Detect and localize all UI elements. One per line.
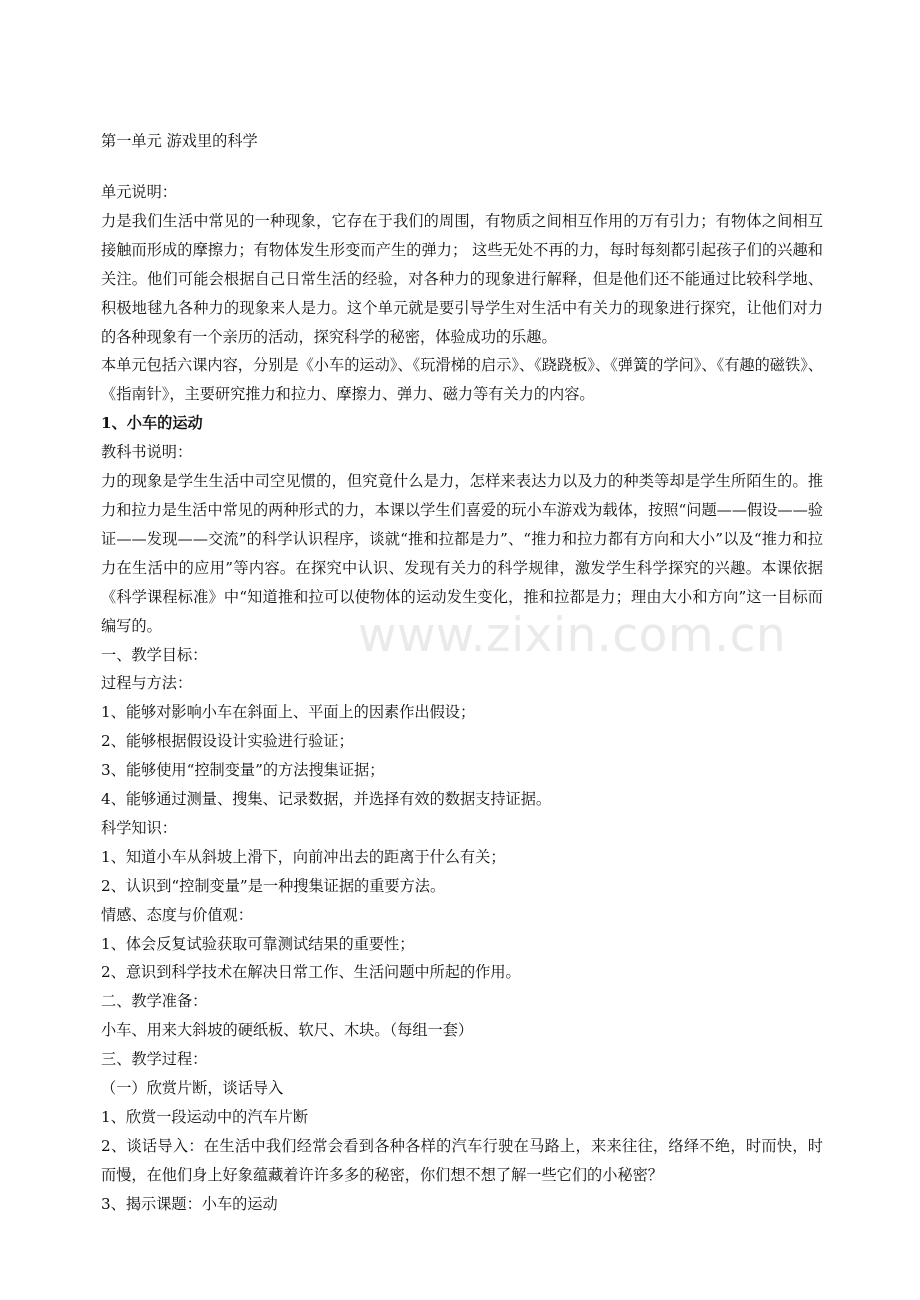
paragraph: 二、教学准备： [101, 992, 208, 1011]
paragraph: 2、意识到科学技术在解决日常工作、生活问题中所起的作用。 [101, 963, 521, 982]
paragraph: 4、能够通过测量、搜集、记录数据，并选择有效的数据支持证据。 [101, 790, 552, 809]
lesson-heading: 1、小车的运动 [101, 414, 203, 433]
paragraph: （一）欣赏片断，谈话导入 [101, 1079, 284, 1098]
paragraph: 2、谈话导入：在生活中我们经常会看到各种各样的汽车行驶在马路上，来来往往，络绎不绝，时而快，时而慢，在他们身上好象蕴藏着许许多多的秘密，你们想不想了解一些它们的小秘密？ [101, 1136, 823, 1184]
paragraph: 科学知识： [101, 818, 177, 837]
paragraph: 力的现象是学生生活中司空见惯的，但究竟什么是力，怎样来表达力以及力的种类等却是学生所陌生的。推力和拉力是生活中常见的两种形式的力，本课以学生们喜爱的玩小车游戏为载体，按照“问题——假设——验证——发现——交流”的科学认识程序，谈就“推和拉都是力”、“推力和拉力都有方向和大小”以及“推力和拉力在生活中的应用”等内容。在探究中认识、发现有关力的科学规律，激发学生科学探究的兴趣。本课依据《科学课程标准》中“知道推和拉可以使物体的运动发生变化，推和拉都是力；理由大小和方向”这一目标而编写的。 [101, 472, 823, 635]
unit-title: 第一单元 游戏里的科学 [101, 132, 258, 150]
paragraph: 过程与方法： [101, 674, 193, 693]
paragraph: 1、知道小车从斜坡上滑下，向前冲出去的距离于什么有关； [101, 847, 506, 866]
paragraph: 力是我们生活中常见的一种现象，它存在于我们的周围，有物质之间相互作用的万有引力；有物体之间相互接触而形成的摩擦力；有物体发生形变而产生的弹力； 这些无处不再的力，每时每刻都引起孩子们的兴趣和关注。他们可能会根据自己日常生活的经验，对各种力的现象进行解释，但是他们还不能通过比较科学地、积极地毬九各种力的现象来人是力。这个单元就是要引导学生对生活中有关力的现象进行探究，让他们对力的各种现象有一个亲历的活动，探究科学的秘密，体验成功的乐趣。 [101, 211, 823, 346]
document-body [101, 178, 823, 1219]
paragraph: 3、揭示课题：小车的运动 [101, 1194, 278, 1213]
paragraph: 3、能够使用“控制变量”的方法搜集证据； [101, 761, 385, 780]
paragraph: 三、教学过程： [101, 1050, 208, 1069]
paragraph: 1、能够对影响小车在斜面上、平面上的因素作出假设； [101, 703, 476, 722]
paragraph: 2、认识到“控制变量”是一种搜集证据的重要方法。 [101, 876, 446, 895]
paragraph: 教科书说明： [101, 443, 193, 462]
paragraph: 2、能够根据假设设计实验进行验证； [101, 732, 354, 751]
paragraph: 本单元包括六课内容，分别是《小车的运动》、《玩滑梯的启示》、《跷跷板》、《弹簧的学问》、《有趣的磁铁》、《指南针》，主要研究推力和拉力、摩擦力、弹力、磁力等有关力的内容。 [101, 356, 823, 404]
paragraph: 1、欣赏一段运动中的汽车片断 [101, 1108, 309, 1126]
paragraph: 1、体会反复试验获取可靠测试结果的重要性； [101, 934, 415, 953]
paragraph: 情感、态度与价值观： [101, 905, 253, 924]
paragraph: 一、教学目标： [101, 645, 208, 664]
paragraph: 小车、用来大斜坡的硬纸板、软尺、木块。（每组一套） [101, 1021, 474, 1040]
paragraph: 单元说明： [101, 183, 177, 201]
watermark: www.zixin.com.cn [358, 608, 787, 663]
